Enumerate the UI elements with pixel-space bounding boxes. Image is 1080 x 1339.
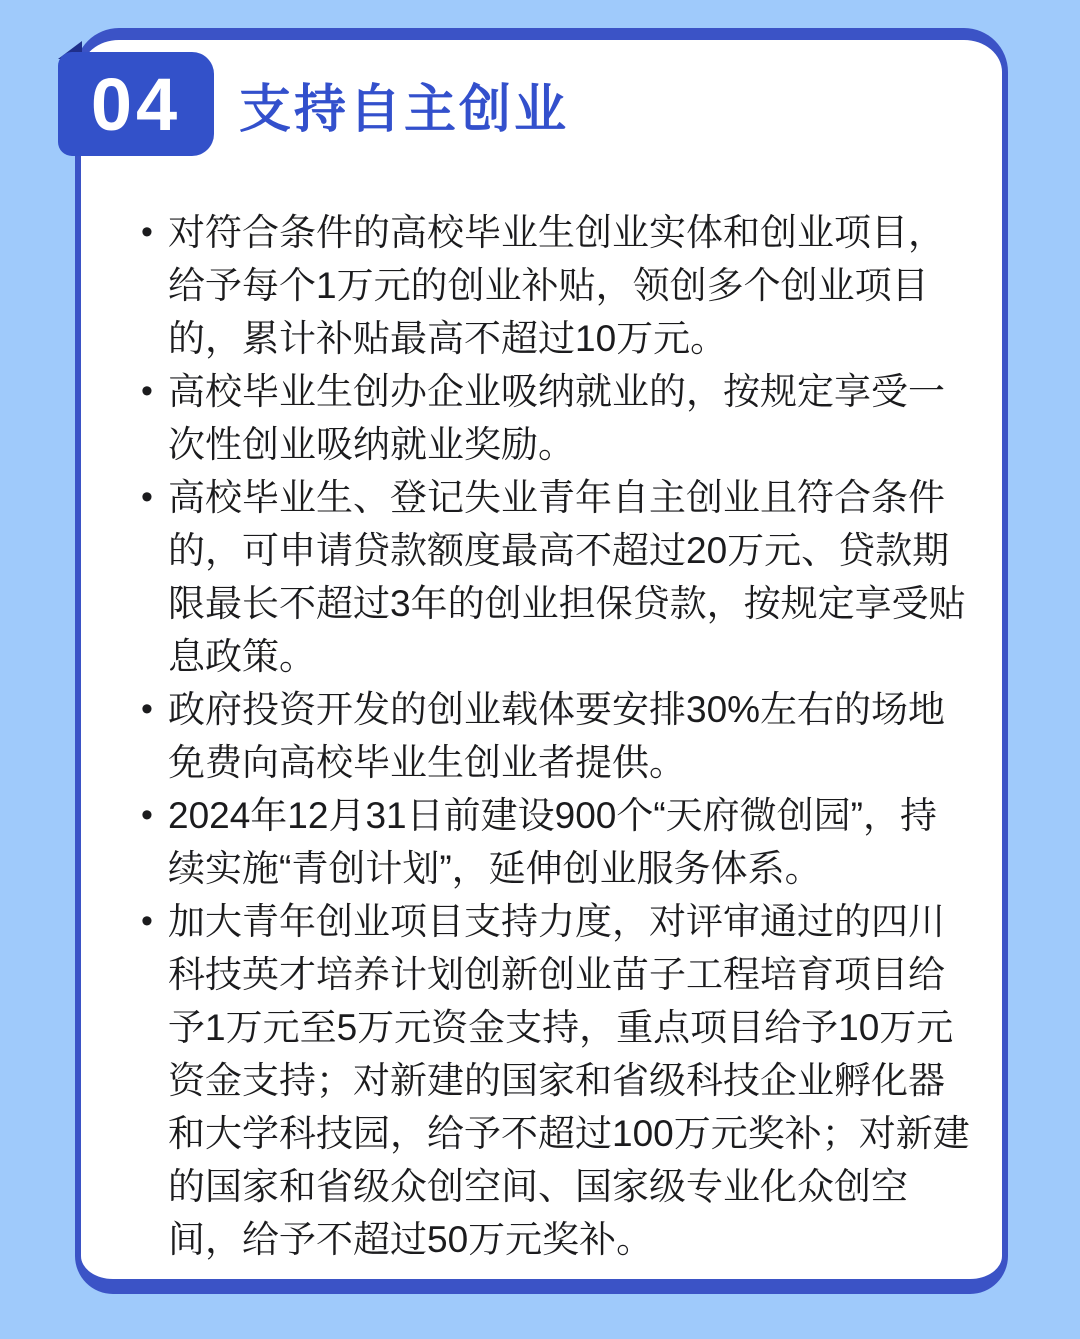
list-item: • 高校毕业生创办企业吸纳就业的，按规定享受一次性创业吸纳就业奖励。 bbox=[168, 365, 972, 471]
section-number: 04 bbox=[90, 62, 182, 146]
section-number-badge bbox=[58, 52, 214, 156]
list-item: • 政府投资开发的创业载体要安排30%左右的场地免费向高校毕业生创业者提供。 bbox=[168, 683, 972, 789]
list-item: • 加大青年创业项目支持力度，对评审通过的四川科技英才培养计划创新创业苗子工程培育项目给予1万元至5万元资金支持，重点项目给予10万元资金支持；对新建的国家和省级科技企业孵化器和大学科技园，给予不超过100万元奖补；对新建的国家和省级众创空间、国家级专业化众创空间，给予不超过50万元奖补。 bbox=[168, 895, 972, 1266]
section-title-text: 支持自主创业 bbox=[239, 80, 570, 139]
list-item: • 对符合条件的高校毕业生创业实体和创业项目，给予每个1万元的创业补贴，领创多个创业项目的，累计补贴最高不超过10万元。 bbox=[168, 206, 972, 365]
list-item: • 高校毕业生、登记失业青年自主创业且符合条件的，可申请贷款额度最高不超过20万元、贷款期限最长不超过3年的创业担保贷款，按规定享受贴息政策。 bbox=[168, 471, 972, 683]
section-title bbox=[239, 52, 569, 156]
list-item: • 2024年12月31日前建设900个“天府微创园”，持续实施“青创计划”，延伸创业服务体系。 bbox=[168, 789, 972, 895]
policy-bullet-list bbox=[168, 206, 972, 1266]
